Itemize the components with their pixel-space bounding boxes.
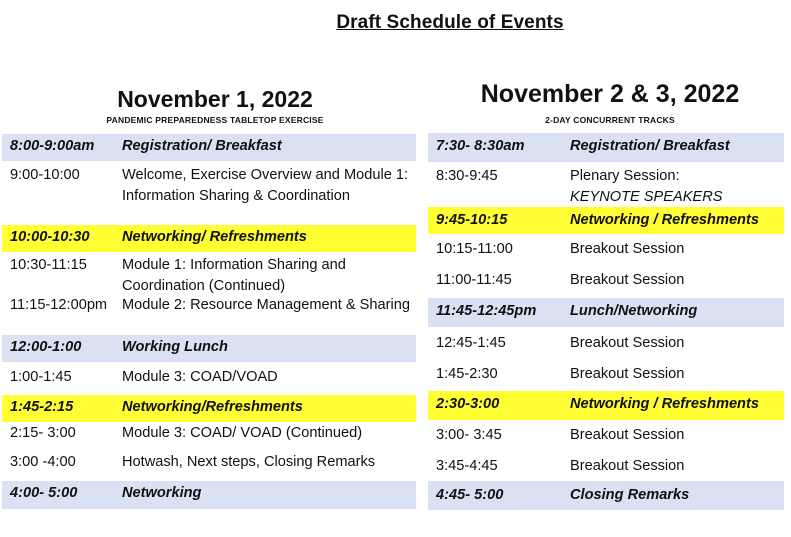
day2-subheading: 2-DAY CONCURRENT TRACKS bbox=[545, 115, 675, 125]
day1-row bbox=[2, 335, 416, 362]
day2-row bbox=[428, 133, 784, 162]
day1-row bbox=[2, 451, 416, 481]
time-cell: 8:00-9:00am bbox=[10, 138, 95, 154]
time-cell: 4:00- 5:00 bbox=[10, 485, 78, 501]
day2-row bbox=[428, 207, 784, 234]
day2-row bbox=[428, 391, 784, 420]
day1-subheading: PANDEMIC PREPAREDNESS TABLETOP EXERCISE bbox=[106, 115, 324, 125]
day1-row bbox=[2, 422, 416, 451]
time-cell: 3:00 -4:00 bbox=[10, 454, 76, 470]
time-cell: 1:00-1:45 bbox=[10, 369, 72, 385]
day1-row bbox=[2, 134, 416, 161]
time-cell: 11:00-11:45 bbox=[436, 272, 512, 288]
time-cell: 10:15-11:00 bbox=[436, 241, 513, 257]
time-cell: 9:45-10:15 bbox=[436, 212, 508, 228]
event-cell: Working Lunch bbox=[122, 339, 228, 355]
event-cell: Registration/ Breakfast bbox=[122, 138, 282, 154]
day1-row bbox=[2, 293, 416, 335]
day2-row bbox=[428, 451, 784, 481]
time-cell: 10:00-10:30 bbox=[10, 229, 90, 245]
event-cell: Module 1: Information Sharing and Coordination (Continued) bbox=[122, 257, 346, 294]
time-cell: 1:45-2:15 bbox=[10, 399, 74, 415]
event-cell: Module 3: COAD/ VOAD (Continued) bbox=[122, 425, 363, 441]
day2-row bbox=[428, 359, 784, 391]
event-cell: Closing Remarks bbox=[570, 487, 690, 503]
day2-row bbox=[428, 298, 784, 327]
day2-schedule bbox=[428, 133, 784, 510]
event-cell: Breakout Session bbox=[570, 241, 685, 257]
time-cell: 3:45-4:45 bbox=[436, 458, 498, 474]
day2-row bbox=[428, 327, 784, 359]
day1-schedule bbox=[2, 134, 416, 509]
event-cell: Welcome, Exercise Overview and Module 1: Information Sharing & Coordination bbox=[122, 167, 409, 204]
time-cell: 4:45- 5:00 bbox=[436, 487, 504, 503]
day2-row bbox=[428, 162, 784, 207]
event-cell: Hotwash, Next steps, Closing Remarks bbox=[122, 454, 376, 470]
event-cell: Module 3: COAD/VOAD bbox=[122, 369, 278, 385]
time-cell: 11:15-12:00pm bbox=[10, 297, 108, 313]
time-cell: 12:45-1:45 bbox=[436, 335, 506, 351]
day1-row bbox=[2, 161, 416, 225]
day1-row bbox=[2, 362, 416, 395]
event-cell: Networking/Refreshments bbox=[122, 399, 303, 415]
event-cell: Networking / Refreshments bbox=[570, 212, 759, 228]
event-cell: Breakout Session bbox=[570, 458, 685, 474]
event-cell: Lunch/Networking bbox=[570, 303, 698, 319]
event-cell: Breakout Session bbox=[570, 427, 685, 443]
document-title: Draft Schedule of Events bbox=[336, 12, 564, 33]
day2-heading: November 2 & 3, 2022 bbox=[480, 80, 740, 108]
time-cell: 11:45-12:45pm bbox=[436, 303, 537, 319]
day1-row bbox=[2, 225, 416, 252]
day2-row bbox=[428, 481, 784, 510]
time-cell: 8:30-9:45 bbox=[436, 168, 498, 184]
day2-row bbox=[428, 265, 784, 298]
event-cell: Networking / Refreshments bbox=[570, 396, 759, 412]
time-cell: 1:45-2:30 bbox=[436, 366, 498, 382]
time-cell: 3:00- 3:45 bbox=[436, 427, 502, 443]
event-line: Plenary Session: bbox=[570, 168, 680, 184]
time-cell: 7:30- 8:30am bbox=[436, 138, 525, 154]
event-subline: KEYNOTE SPEAKERS bbox=[570, 189, 723, 205]
day1-row bbox=[2, 395, 416, 422]
event-cell bbox=[570, 166, 784, 208]
day2-row bbox=[428, 234, 784, 265]
time-cell: 2:30-3:00 bbox=[436, 396, 500, 412]
event-cell: Networking bbox=[122, 485, 202, 501]
day1-row bbox=[2, 481, 416, 509]
time-cell: 10:30-11:15 bbox=[10, 257, 87, 273]
day2-row bbox=[428, 420, 784, 451]
day1-row bbox=[2, 252, 416, 293]
time-cell: 12:00-1:00 bbox=[10, 339, 82, 355]
time-cell: 9:00-10:00 bbox=[10, 167, 80, 183]
event-cell: Registration/ Breakfast bbox=[570, 138, 730, 154]
event-cell: Breakout Session bbox=[570, 335, 685, 351]
event-cell: Breakout Session bbox=[570, 366, 685, 382]
event-cell: Breakout Session bbox=[570, 272, 685, 288]
time-cell: 2:15- 3:00 bbox=[10, 425, 76, 441]
day1-heading: November 1, 2022 bbox=[117, 86, 313, 112]
event-cell: Module 2: Resource Management & Sharing bbox=[122, 297, 410, 313]
event-cell: Networking/ Refreshments bbox=[122, 229, 307, 245]
